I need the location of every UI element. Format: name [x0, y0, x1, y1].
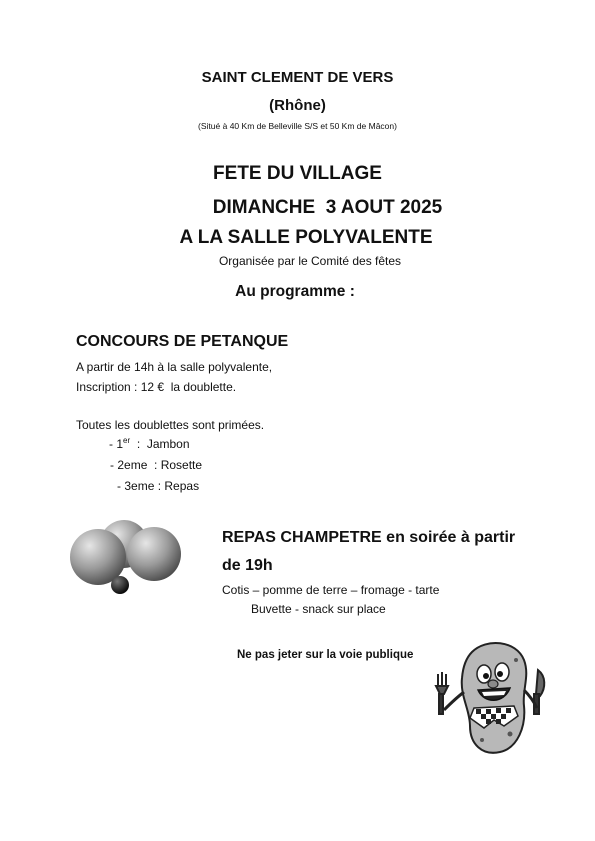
prize-label: : Jambon: [130, 437, 190, 451]
location-note: (Situé à 40 Km de Belleville S/S et 50 Km de Mâcon): [198, 121, 397, 131]
event-venue: A LA SALLE POLYVALENTE: [179, 227, 433, 248]
petanque-registration: Inscription : 12 € la doublette.: [76, 380, 237, 394]
petanque-start-time: A partir de 14h à la salle polyvalente,: [76, 360, 273, 374]
prize-bullet: -: [109, 437, 117, 451]
potato-mascot-icon: [420, 630, 560, 760]
repas-time: de 19h: [222, 557, 273, 574]
event-organizer: Organisée par le Comité des fêtes: [218, 254, 402, 268]
prize-item: [110, 458, 202, 472]
prize-label: : Rosette: [147, 458, 203, 472]
prize-rank: 2eme: [117, 458, 148, 472]
petanque-boules-icon: [68, 512, 188, 598]
town-name: SAINT CLEMENT DE VERS: [201, 69, 394, 86]
prize-bullet: -: [110, 458, 118, 472]
prize-rank: 3eme: [124, 479, 155, 493]
region-name: (Rhône): [269, 97, 326, 114]
prize-item: [109, 437, 190, 451]
program-label: Au programme :: [235, 283, 355, 300]
petanque-heading: CONCOURS DE PETANQUE: [76, 333, 289, 350]
prize-bullet: -: [117, 479, 125, 493]
prize-label: : Repas: [154, 479, 200, 493]
repas-menu: Cotis – pomme de terre – fromage - tarte: [222, 583, 440, 597]
prize-rank-suffix: er: [123, 436, 131, 445]
repas-heading: REPAS CHAMPETRE en soirée à partir: [222, 529, 516, 546]
event-date: DIMANCHE 3 AOUT 2025: [212, 197, 443, 218]
prize-rank: 1: [116, 437, 124, 451]
prize-item: [117, 479, 199, 493]
petanque-prizes-note: Toutes les doublettes sont primées.: [76, 418, 265, 432]
repas-buvette: Buvette - snack sur place: [251, 602, 386, 616]
event-title: FETE DU VILLAGE: [213, 163, 382, 184]
litter-notice: Ne pas jeter sur la voie publique: [237, 649, 414, 661]
